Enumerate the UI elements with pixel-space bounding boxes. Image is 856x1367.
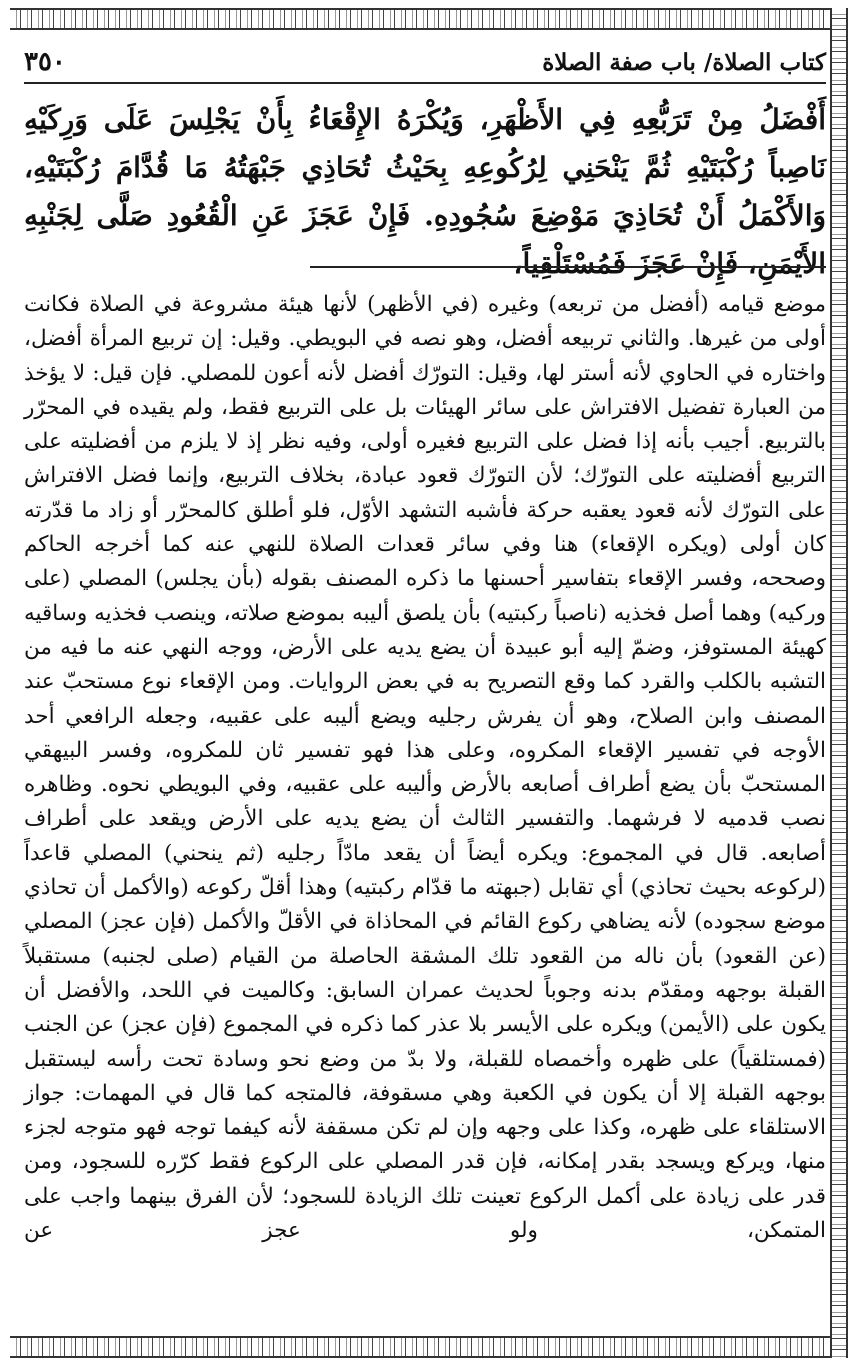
- commentary-paragraph: موضع قيامه (أفضل من تربعه) وغيره (في الأظهر) لأنها هيئة مشروعة في الصلاة فكانت أولى من غيرها. والثاني تربيعه أفضل، وهو نصه في البويطي. وقيل: إن تربيع المرأة أفضل، واختاره في الحاوي لأنه أستر لها، وقيل: التورّك أفضل لأنه أعون للمصلي. فإن قيل: لا يؤخذ من العبارة تفضيل الافتراش على سائر الهيئات بل على التربيع فقط، ولم يقيده في المحرّر بالتربيع. أجيب بأنه إذا فضل على التربيع فغيره أولى، وفيه نظر إذ لا يلزم من أفضليته على التربيع أفضليته على التورّك؛ لأن التورّك قعود عبادة، بخلاف التربيع، وإنما فضل الافتراش على التورّك لأنه قعود يعقبه حركة فأشبه التشهد الأوّل، فلو أطلق كالمحرّر أو زاد ما قدّرته كان أولى (ويكره الإقعاء) هنا وفي سائر قعدات الصلاة للنهي عنه كما أخرجه الحاكم وصححه، وفسر الإقعاء بتفاسير أحسنها ما ذكره المصنف بقوله (بأن يجلس) المصلي (على وركيه) وهما أصل فخذيه (ناصباً ركبتيه) بأن يلصق أليبه بموضع صلاته، وينصب فخذيه وساقيه كهيئة المستوفز، وضمّ إليه أبو عبيدة أن يضع يديه على الأرض، ووجه النهي عنه ما فيه من التشبه بالكلب والقرد كما وقع التصريح به في بعض الروايات. ومن الإقعاء نوع مستحبّ عند المصنف وابن الصلاح، وهو أن يفرش رجليه ويضع أليبه على عقبيه، وجعله الرافعي أحد الأوجه في تفسير الإقعاء المكروه، وعلى هذا فهو تفسير ثان للمكروه، وفسر البيهقي المستحبّ بأن يضع أطراف أصابعه بالأرض وأليبه على عقبيه، وفي البويطي نحوه. وظاهره نصب قدميه لا فرشهما. والتفسير الثالث أن يضع يديه على الأرض ويقعد على أطراف أصابعه. قال في المجموع: ويكره أيضاً أن يقعد مادّاً رجليه (ثم ينحني) المصلي قاعداً (لركوعه بحيث تحاذي) أي تقابل (جبهته ما قدّام ركبتيه) وهذا أقلّ ركوعه (والأكمل أن تحاذي موضع سجوده) لأنه يضاهي ركوع القائم في المحاذاة في الأقلّ والأكمل (فإن عجز) المصلي (عن القعود) بأن ناله من القعود تلك المشقة الحاصلة من القيام (صلى لجنبه) مستقبلاً القبلة بوجهه ومقدّم بدنه وجوباً لحديث عمران السابق: وكالميت في اللحد، والأفضل أن يكون على (الأيمن) ويكره على الأيسر بلا عذر كما ذكره في المجموع (فإن عجز) عن الجنب (فمستلقياً) على ظهره وأخمصاه للقبلة، ولا بدّ من وضع نحو وسادة تحت رأسه ليستقبل بوجهه القبلة إلا أن يكون في الكعبة وهي مسقوفة، فالمتجه كما قال في المهمات: جواز الاستلقاء على ظهره، وكذا على وجهه وإن لم تكن مسقفة لأنه كيفما توجه فهو متوجه لجزء منها، ويركع ويسجد بقدر إمكانه، فإن قدر المصلي على الركوع فقط كرّره للسجود، ومن قدر على زيادة على أكمل الركوع تعينت تلك الزيادة للسجود؛ لأن الفرق بينهما واجب على المتمكن، ولو عجز عن: [24, 292, 826, 1244]
- page-number: ٣٥٠: [24, 47, 66, 77]
- page-frame: [10, 8, 830, 1358]
- commentary-text: [24, 288, 826, 1248]
- running-title: كتاب الصلاة/ باب صفة الصلاة: [542, 48, 826, 76]
- decorative-border-bottom: [10, 1336, 830, 1358]
- main-text-matn: أَفْضَلُ مِنْ تَرَبُّعِهِ فِي الأَظْهَرِ، وَيُكْرَهُ الإِقْعَاءُ بِأَنْ يَجْلِسَ عَلَى وَرِكَيْهِ نَاصِباً رُكْبَتَيْهِ ثُمَّ يَنْحَنِي لِرُكُوعِهِ بِحَيْثُ تُحَاذِي جَبْهَتُهُ مَا قُدَّامَ رُكْبَتَيْهِ، وَالأَكْمَلُ أَنْ تُحَاذِيَ مَوْضِعَ سُجُودِهِ. فَإِنْ عَجَزَ عَنِ الْقُعُودِ صَلَّى لِجَنْبِهِ الأَيْمَنِ، فَإِنْ عَجَزَ فَمُسْتَلْقِياً،: [24, 103, 826, 280]
- page-header: [24, 42, 826, 84]
- decorative-border-right: [830, 8, 848, 1358]
- decorative-border-top: [10, 8, 830, 30]
- separator-rule: [310, 266, 826, 268]
